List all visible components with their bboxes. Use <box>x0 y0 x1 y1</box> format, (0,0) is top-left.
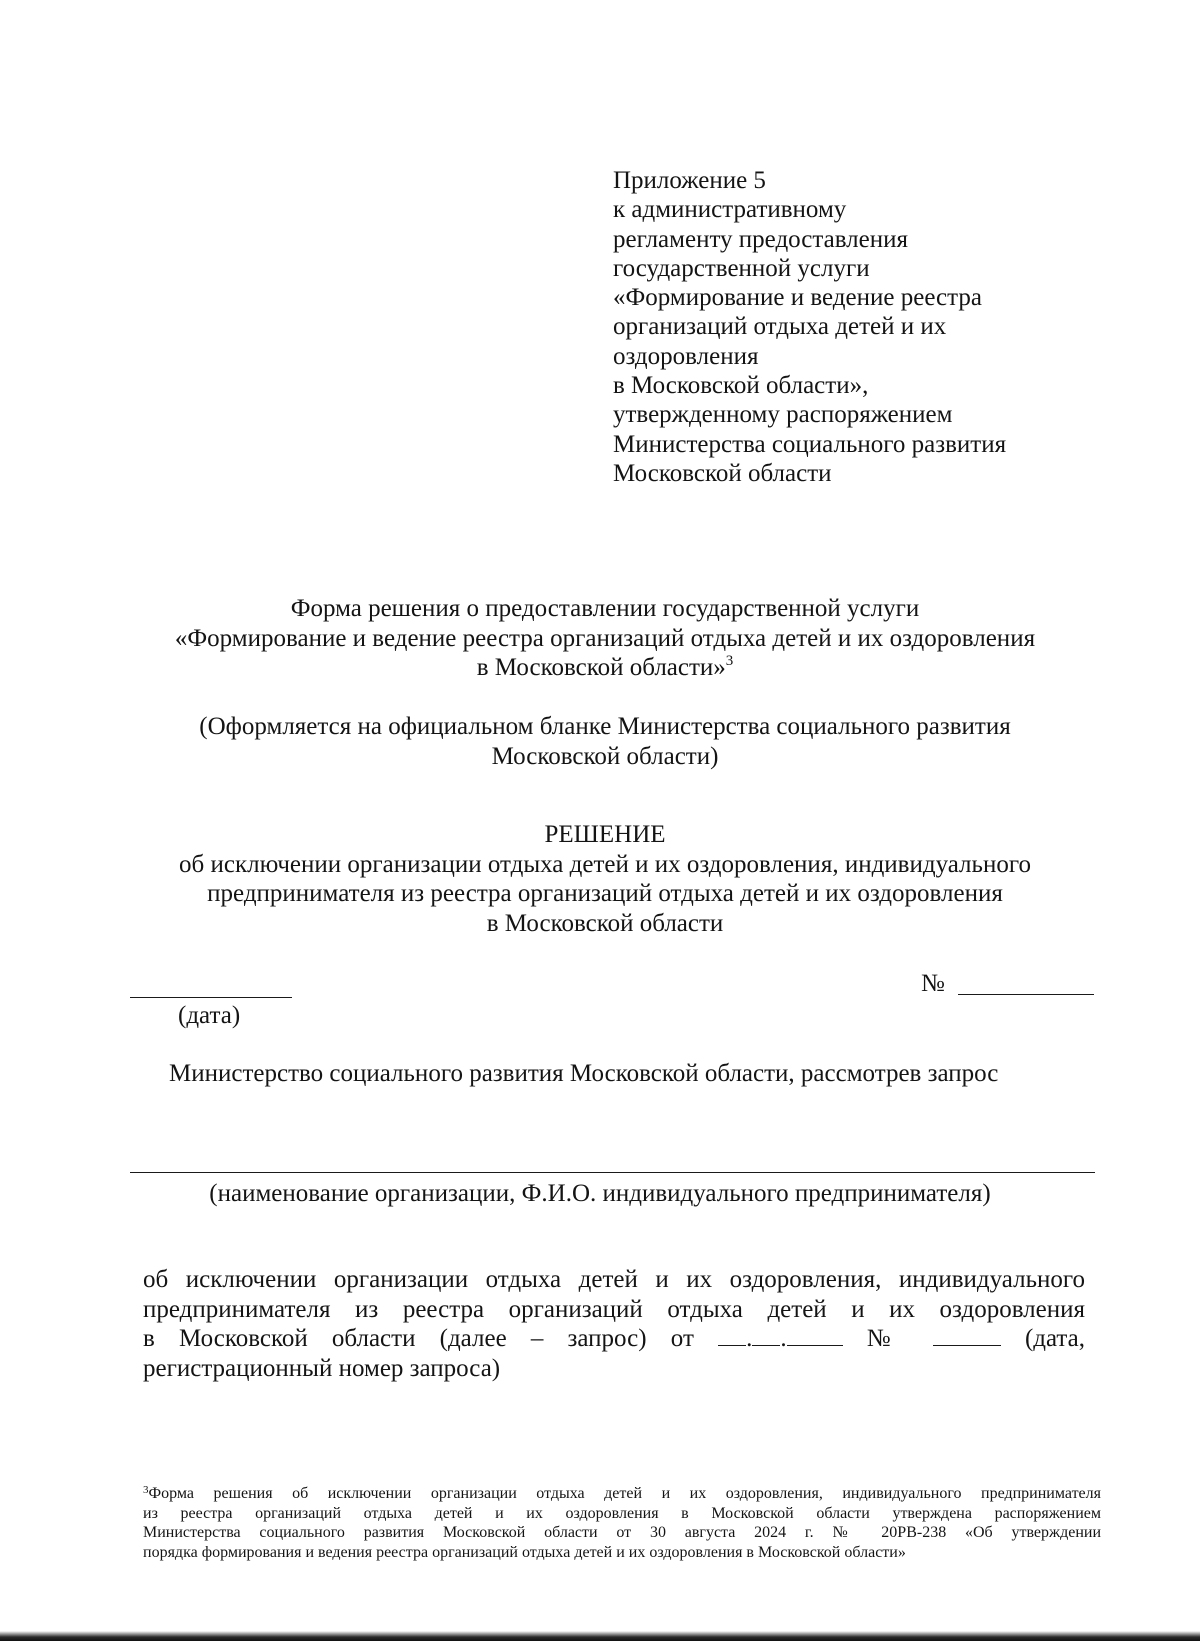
request-number-blank <box>933 1325 1001 1346</box>
request-line-text: в Московской области (далее – запрос) от <box>143 1325 694 1352</box>
footnote-reference: 3 <box>725 653 734 669</box>
appendix-line: «Формирование и ведение реестра <box>613 284 982 312</box>
official-blank-note <box>130 712 1080 771</box>
number-blank-line <box>958 994 1094 995</box>
request-line: об исключении организации отдыха детей и их оздоровления, индивидуального <box>143 1266 1085 1293</box>
appendix-line: Министерства социального развития <box>613 430 1007 458</box>
footnote-line <box>143 1484 1101 1504</box>
footnote-line: порядка формирования и ведения реестра организаций отдыха детей и их оздоровления в Московской области» <box>143 1543 906 1561</box>
decision-subject-line: об исключении организации отдыха детей и их оздоровления, индивидуального <box>179 850 1031 878</box>
decision-subject-line: предпринимателя из реестра организаций отдыха детей и их оздоровления <box>207 880 1003 907</box>
footnote-line: Министерства социального развития Московской области от 30 августа 2024 г. № 20РВ-238 «Об утверждении <box>143 1524 1101 1541</box>
request-date-blank: . . <box>718 1325 843 1352</box>
scan-bottom-edge <box>0 1631 1200 1641</box>
decision-block <box>130 820 1080 938</box>
request-line-end: (дата, <box>1024 1325 1086 1352</box>
request-number-sign: № <box>866 1325 909 1352</box>
form-title-line <box>130 653 1080 683</box>
request-paragraph <box>143 1265 1085 1383</box>
appendix-line: утвержденному распоряжением <box>613 401 953 429</box>
date-blank-line <box>130 997 292 998</box>
footnote-mark: 3 <box>143 1484 149 1496</box>
request-line-with-blanks <box>143 1324 1085 1354</box>
appendix-line: регламенту предоставления <box>613 225 909 253</box>
form-title-line: Форма решения о предоставлении государственной услуги <box>290 595 920 622</box>
footnote <box>143 1484 1101 1562</box>
appendix-line: государственной услуги <box>613 254 870 282</box>
blank-note-line: Московской области) <box>491 742 719 770</box>
request-line: регистрационный номер запроса) <box>143 1354 501 1382</box>
appendix-line: Московской области <box>613 459 832 487</box>
blank-note-line: (Оформляется на официальном бланке Министерства социального развития <box>199 713 1011 740</box>
footnote-line: из реестра организаций отдыха детей и их оздоровления в Московской области утверждена распоряжением <box>143 1504 1101 1522</box>
ministry-statement: Министерство социального развития Московской области, рассмотрев запрос <box>169 1060 999 1087</box>
form-title-line-text: в Московской области» <box>476 654 726 681</box>
organization-caption: (наименование организации, Ф.И.О. индивидуального предпринимателя) <box>209 1180 991 1207</box>
number-sign: № <box>921 970 945 997</box>
organization-blank-line <box>130 1172 1095 1173</box>
appendix-line: организаций отдыха детей и их <box>613 313 947 341</box>
request-line: предпринимателя из реестра организаций отдыха детей и их оздоровления <box>143 1295 1085 1323</box>
appendix-line: в Московской области», <box>613 372 869 400</box>
appendix-line: к административному <box>613 196 847 224</box>
form-title <box>130 594 1080 683</box>
form-title-line: «Формирование и ведение реестра организаций отдыха детей и их оздоровления <box>174 624 1036 652</box>
appendix-header <box>613 166 1133 488</box>
decision-heading: РЕШЕНИЕ <box>544 821 666 848</box>
appendix-line: Приложение 5 <box>613 167 766 194</box>
footnote-line-text: Форма решения об исключении организации отдыха детей и их оздоровления, индивидуального предпринимателя <box>148 1485 1101 1502</box>
decision-subject-line: в Московской области <box>486 909 724 937</box>
date-label: (дата) <box>178 1002 241 1029</box>
appendix-line: оздоровления <box>613 342 759 370</box>
